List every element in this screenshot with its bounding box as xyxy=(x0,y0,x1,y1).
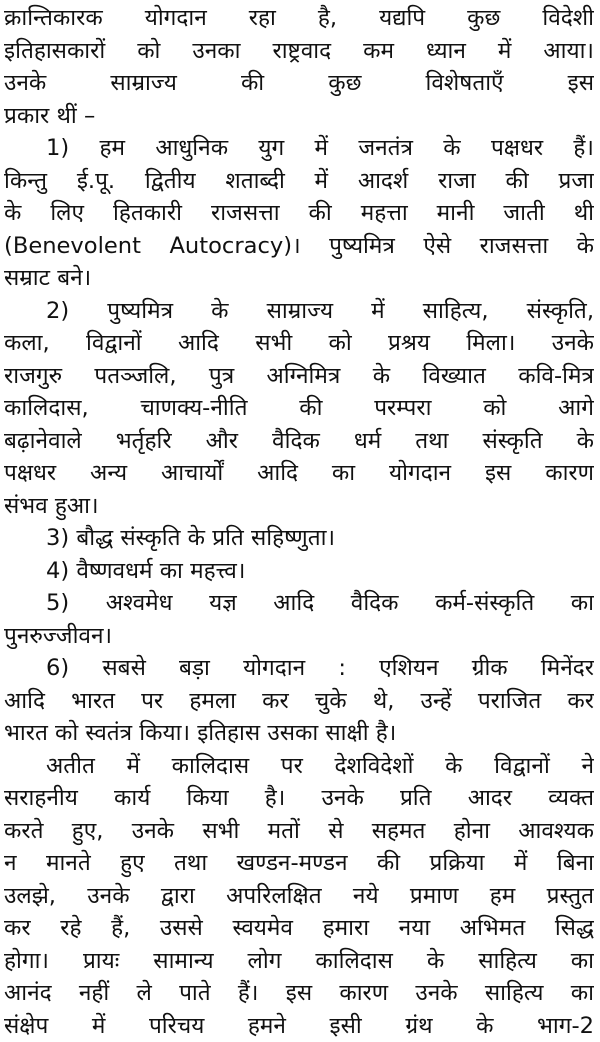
text-line: संभव हुआ। xyxy=(4,490,594,523)
text-line: 2) पुष्यमित्र के साम्राज्य में साहित्य, संस्कृति, xyxy=(4,295,594,328)
text-line: आनंद नहीं ले पाते हैं। इस कारण उनके साहित्य का xyxy=(4,977,594,1010)
text-line: उनके साम्राज्य की कुछ विशेषताएँ इस xyxy=(4,67,594,100)
text-line: पुनरुज्जीवन। xyxy=(4,620,594,653)
text-line: 4) वैष्णवधर्म का महत्त्व। xyxy=(4,555,594,588)
text-line: इतिहासकारों को उनका राष्ट्रवाद कम ध्यान में आया। xyxy=(4,35,594,68)
text-line: प्रकार थीं – xyxy=(4,100,594,133)
text-line: करते हुए, उनके सभी मतों से सहमत होना आवश्यक xyxy=(4,815,594,848)
text-line: (Benevolent Autocracy)। पुष्यमित्र ऐसे राजसत्ता के xyxy=(4,230,594,263)
text-line: आदि भारत पर हमला कर चुके थे, उन्हें पराजित कर xyxy=(4,685,594,718)
text-line: किन्तु ई.पू. द्वितीय शताब्दी में आदर्श राजा की प्रजा xyxy=(4,165,594,198)
text-line: सम्राट बने। xyxy=(4,262,594,295)
text-line: उलझे, उनके द्वारा अपरिलक्षित नये प्रमाण हम प्रस्तुत xyxy=(4,880,594,913)
text-line: संक्षेप में परिचय हमने इसी ग्रंथ के भाग-2 xyxy=(4,1010,594,1042)
text-line: 1) हम आधुनिक युग में जनतंत्र के पक्षधर हैं। xyxy=(4,132,594,165)
text-line: पक्षधर अन्य आचार्यों आदि का योगदान इस कारण xyxy=(4,457,594,490)
text-line: के लिए हितकारी राजसत्ता की महत्ता मानी जाती थी xyxy=(4,197,594,230)
text-line: 3) बौद्ध संस्कृति के प्रति सहिष्णुता। xyxy=(4,522,594,555)
text-line: कर रहे हैं, उससे स्वयमेव हमारा नया अभिमत सिद्ध xyxy=(4,912,594,945)
text-line: सराहनीय कार्य किया है। उनके प्रति आदर व्यक्त xyxy=(4,782,594,815)
text-line: भारत को स्वतंत्र किया। इतिहास उसका साक्षी है। xyxy=(4,717,594,750)
text-line: 5) अश्वमेध यज्ञ आदि वैदिक कर्म-संस्कृति का xyxy=(4,587,594,620)
text-line: न मानते हुए तथा खण्डन-मण्डन की प्रक्रिया में बिना xyxy=(4,847,594,880)
text-line: 6) सबसे बड़ा योगदान : एशियन ग्रीक मिनेंदर xyxy=(4,652,594,685)
text-line: अतीत में कालिदास पर देशविदेशों के विद्वानों ने xyxy=(4,750,594,783)
text-line: होगा। प्रायः सामान्य लोग कालिदास के साहित्य का xyxy=(4,945,594,978)
text-line: बढ़ानेवाले भर्तृहरि और वैदिक धर्म तथा संस्कृति के xyxy=(4,425,594,458)
text-line: कालिदास, चाणक्य-नीति की परम्परा को आगे xyxy=(4,392,594,425)
text-line: राजगुरु पतञ्जलि, पुत्र अग्निमित्र के विख्यात कवि-मित्र xyxy=(4,360,594,393)
text-line: कला, विद्वानों आदि सभी को प्रश्रय मिला। उनके xyxy=(4,327,594,360)
text-line: क्रान्तिकारक योगदान रहा है, यद्यपि कुछ विदेशी xyxy=(4,2,594,35)
